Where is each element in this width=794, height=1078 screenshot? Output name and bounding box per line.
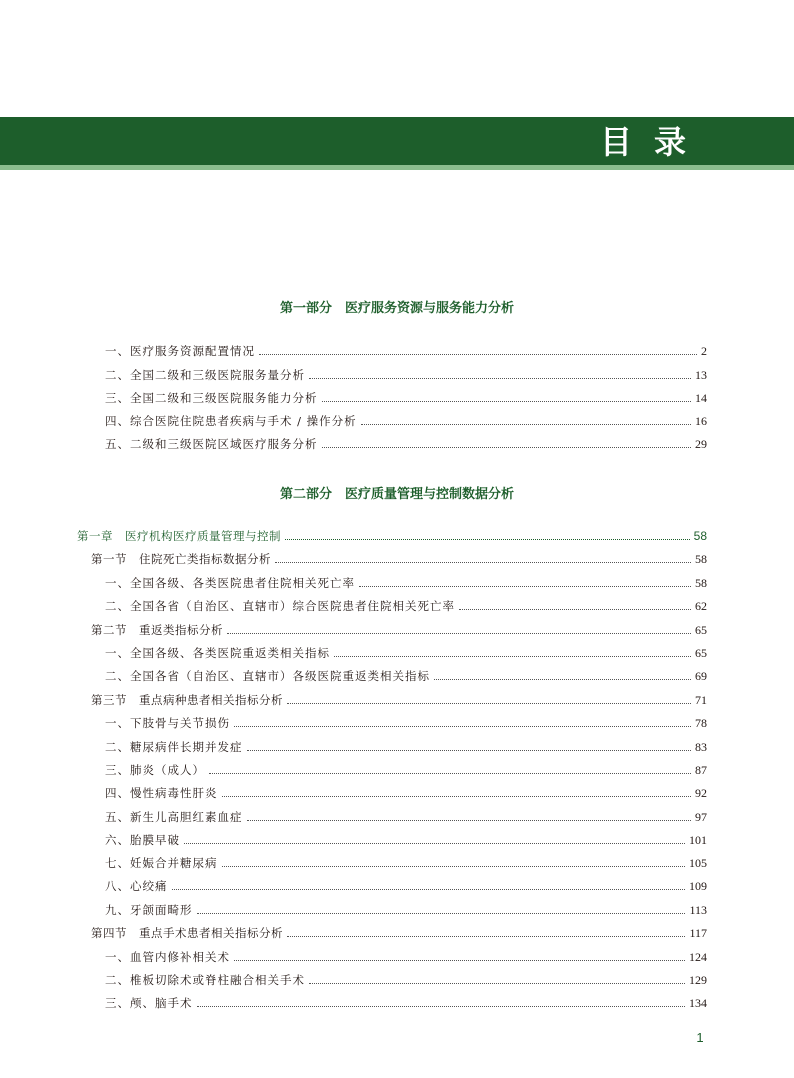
toc-entry-page: 105	[689, 856, 707, 870]
toc-entry-label: 第一节 住院死亡类指标数据分析	[91, 552, 271, 566]
toc-entry-label: 二、椎板切除术或脊柱融合相关手术	[105, 973, 305, 987]
toc-entry-label: 九、牙颌面畸形	[105, 903, 193, 917]
toc-entry-label: 一、医疗服务资源配置情况	[105, 344, 255, 358]
toc-entry[interactable]	[105, 645, 707, 661]
toc-entry[interactable]	[105, 762, 707, 778]
toc-dot-leader	[172, 889, 686, 890]
toc-entry[interactable]	[105, 413, 707, 429]
toc-entry[interactable]	[105, 855, 707, 871]
toc-entry-label: 一、全国各级、各类医院患者住院相关死亡率	[105, 576, 355, 590]
toc-entry-label: 三、肺炎（成人）	[105, 763, 205, 777]
toc-dot-leader	[322, 401, 692, 402]
toc-entry-label: 四、综合医院住院患者疾病与手术 / 操作分析	[105, 414, 357, 428]
toc-dot-leader	[234, 960, 685, 961]
toc-dot-leader	[247, 820, 692, 821]
toc-entry[interactable]	[105, 367, 707, 383]
toc-dot-leader	[209, 773, 691, 774]
toc-entry-label: 五、新生儿高胆红素血症	[105, 810, 243, 824]
toc-entry-page: 101	[689, 833, 707, 847]
toc-entry-label: 第四节 重点手术患者相关指标分析	[91, 926, 283, 940]
part-1-title: 第一部分 医疗服务资源与服务能力分析	[279, 301, 514, 316]
toc-dot-leader	[222, 866, 686, 867]
toc-dot-leader	[361, 424, 691, 425]
toc-entry-page: 58	[695, 576, 707, 590]
toc-entry-page: 13	[695, 368, 707, 382]
toc-section-entry[interactable]	[91, 622, 707, 638]
toc-entry-label: 三、颅、脑手术	[105, 996, 193, 1010]
toc-entry[interactable]	[105, 902, 707, 918]
toc-entry-page: 65	[695, 623, 707, 637]
toc-dot-leader	[309, 983, 685, 984]
toc-section-entry[interactable]	[91, 551, 707, 567]
toc-entry-label: 二、糖尿病伴长期并发症	[105, 740, 243, 754]
toc-dot-leader	[222, 796, 692, 797]
toc-dot-leader	[287, 703, 691, 704]
toc-dot-leader	[259, 354, 697, 355]
toc-entry-page: 117	[689, 926, 707, 940]
toc-dot-leader	[285, 539, 690, 540]
toc-dot-leader	[197, 1006, 686, 1007]
toc-entry[interactable]	[105, 995, 707, 1011]
toc-dot-leader	[309, 378, 691, 379]
toc-entry-label: 第二节 重返类指标分析	[91, 623, 223, 637]
toc-dot-leader	[322, 447, 692, 448]
toc-entry[interactable]	[105, 809, 707, 825]
toc-entry-page: 58	[695, 552, 707, 566]
toc-entry-label: 第一章 医疗机构医疗质量管理与控制	[77, 529, 281, 543]
toc-section-entry[interactable]	[91, 692, 707, 708]
toc-entry-page: 83	[695, 740, 707, 754]
toc-entry[interactable]	[105, 598, 707, 614]
toc-entry[interactable]	[105, 785, 707, 801]
toc-entry-label: 五、二级和三级医院区域医疗服务分析	[105, 437, 318, 451]
toc-entry-label: 八、心绞痛	[105, 879, 168, 893]
toc-entry[interactable]	[105, 575, 707, 591]
toc-entry[interactable]	[105, 436, 707, 452]
toc-entry-page: 92	[695, 786, 707, 800]
toc-entry-label: 一、下肢骨与关节损伤	[105, 716, 230, 730]
toc-dot-leader	[227, 633, 691, 634]
toc-entry[interactable]	[105, 949, 707, 965]
toc-dot-leader	[287, 936, 685, 937]
toc-dot-leader	[459, 609, 691, 610]
toc-dot-leader	[434, 679, 691, 680]
toc-entry-page: 69	[695, 669, 707, 683]
toc-dot-leader	[334, 656, 691, 657]
page-number: 1	[696, 1030, 704, 1045]
toc-entry-page: 65	[695, 646, 707, 660]
toc-entry-page: 29	[695, 437, 707, 451]
toc-entry-page: 58	[693, 529, 707, 543]
toc-entry-page: 2	[701, 344, 707, 358]
toc-entry[interactable]	[105, 972, 707, 988]
toc-entry-label: 四、慢性病毒性肝炎	[105, 786, 218, 800]
toc-entry-page: 113	[689, 903, 707, 917]
toc-entry-label: 二、全国二级和三级医院服务量分析	[105, 368, 305, 382]
toc-entry[interactable]	[105, 878, 707, 894]
toc-entry-label: 一、血管内修补相关术	[105, 950, 230, 964]
toc-entry-page: 62	[695, 599, 707, 613]
toc-entry-page: 16	[695, 414, 707, 428]
toc-entry-page: 71	[695, 693, 707, 707]
toc-dot-leader	[234, 726, 691, 727]
toc-chapter-entry[interactable]	[77, 528, 707, 544]
toc-entry-page: 109	[689, 879, 707, 893]
toc-entry[interactable]	[105, 390, 707, 406]
toc-entry-label: 一、全国各级、各类医院重返类相关指标	[105, 646, 330, 660]
toc-entry-label: 二、全国各省（自治区、直辖市）综合医院患者住院相关死亡率	[105, 599, 455, 613]
toc-dot-leader	[359, 586, 691, 587]
toc-entry-label: 七、妊娠合并糖尿病	[105, 856, 218, 870]
toc-entry[interactable]	[105, 343, 707, 359]
toc-entry-label: 六、胎膜早破	[105, 833, 180, 847]
toc-entry-page: 124	[689, 950, 707, 964]
toc-entry[interactable]	[105, 739, 707, 755]
title-banner-stripe	[0, 165, 794, 170]
toc-dot-leader	[184, 843, 685, 844]
toc-entry-page: 134	[689, 996, 707, 1010]
toc-entry[interactable]	[105, 832, 707, 848]
toc-entry-label: 第三节 重点病种患者相关指标分析	[91, 693, 283, 707]
toc-entry-label: 二、全国各省（自治区、直辖市）各级医院重返类相关指标	[105, 669, 430, 683]
toc-entry-page: 129	[689, 973, 707, 987]
toc-entry-label: 三、全国二级和三级医院服务能力分析	[105, 391, 318, 405]
toc-entry[interactable]	[105, 668, 707, 684]
toc-entry-page: 78	[695, 716, 707, 730]
toc-dot-leader	[275, 562, 691, 563]
part-2-title: 第二部分 医疗质量管理与控制数据分析	[279, 487, 514, 502]
toc-entry-page: 97	[695, 810, 707, 824]
toc-section-entry[interactable]	[91, 925, 707, 941]
toc-dot-leader	[247, 750, 692, 751]
toc-entry-page: 14	[695, 391, 707, 405]
toc-entry[interactable]	[105, 715, 707, 731]
toc-dot-leader	[197, 913, 686, 914]
toc-entry-page: 87	[695, 763, 707, 777]
page-title: 目录	[599, 123, 708, 161]
